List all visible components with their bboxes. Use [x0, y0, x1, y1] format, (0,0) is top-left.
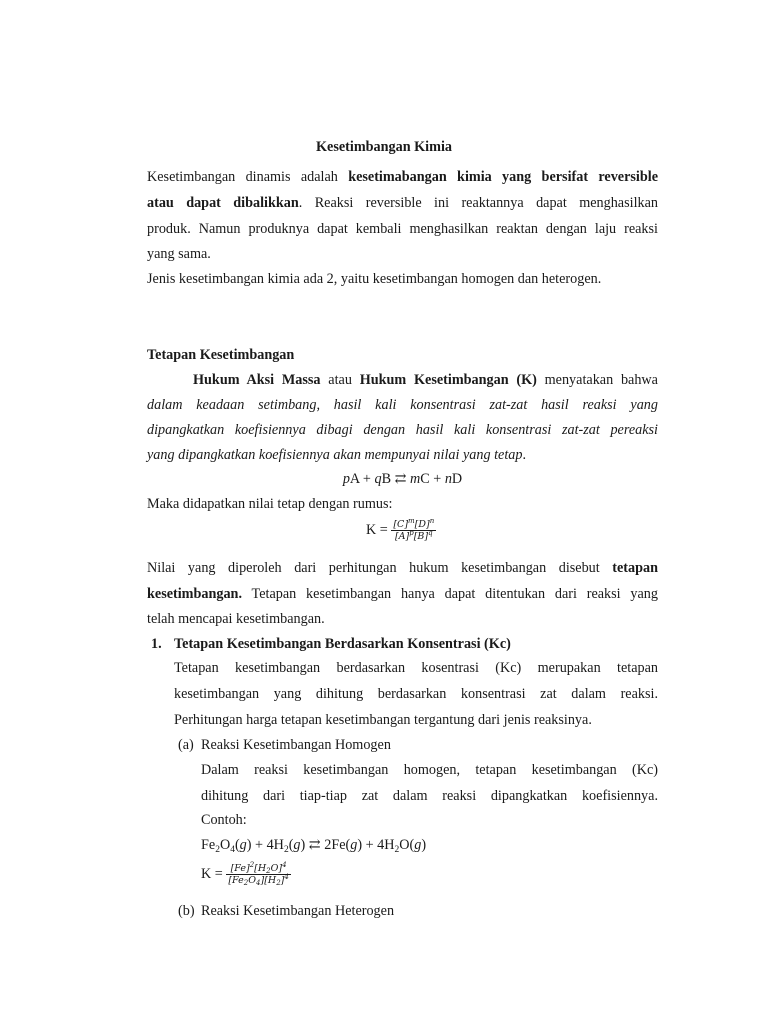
- section-heading-tetapan: Tetapan Kesetimbangan: [147, 347, 295, 363]
- nilai-line-3: telah mencapai kesetimbangan.: [147, 611, 325, 627]
- page-title: Kesetimbangan Kimia: [316, 139, 452, 155]
- bold-term: Hukum Aksi Massa: [193, 372, 321, 388]
- sub-a-line-1: Dalam reaksi kesetimbangan homogen, tetapan kesetimbangan (Kc): [201, 762, 658, 778]
- tetapan-line-1: [193, 371, 658, 389]
- nilai-line-2: [147, 585, 658, 603]
- section-1-line-2: kesetimbangan yang dihitung berdasarkan konsentrasi zat dalam reaksi.: [174, 686, 658, 702]
- intro-text: . Reaksi reversible ini reaktannya dapat menghasilkan: [298, 195, 658, 211]
- sub-a-label: (a): [178, 737, 194, 753]
- intro-bold-text: kesetimabangan kimia yang bersifat reversible: [348, 169, 658, 185]
- example-k-denominator: $[Fe_2O_4][H_2]^4$: [228, 873, 289, 888]
- tetapan-line-2: dalam keadaan setimbang, hasil kali konsentrasi zat-zat hasil reaksi yang: [147, 397, 658, 413]
- intro-text: Kesetimbangan dinamis adalah: [147, 169, 349, 185]
- tetapan-line-4: [147, 446, 526, 464]
- intro-line-4: yang sama.: [147, 246, 211, 262]
- sub-a-contoh: Contoh:: [201, 812, 247, 828]
- bold-term: tetapan: [612, 560, 658, 576]
- k-formula: [366, 518, 436, 542]
- tetapan-line-3: dipangkatkan koefisiennya dibagi dengan hasil kali konsentrasi zat-zat pereaksi: [147, 422, 658, 438]
- example-equation: $Fe_2O_4(g) + 4H_2(g)$ ⇄ $2Fe(g) + 4H_2O(g)$: [201, 837, 427, 855]
- intro-line-2: [147, 194, 658, 212]
- reaction-equation: pA + qB ⇄ mC + nD: [342, 471, 463, 487]
- intro-bold-text: atau dapat dibalikkan: [147, 195, 299, 211]
- section-1-number: 1.: [151, 636, 162, 652]
- nilai-line-1: [147, 559, 658, 577]
- intro-line-5: Jenis kesetimbangan kimia ada 2, yaitu kesetimbangan homogen dan heterogen.: [147, 271, 602, 287]
- k-label: K =: [366, 522, 388, 538]
- text: menyatakan bahwa: [536, 372, 658, 388]
- sub-b-label: (b): [178, 903, 195, 919]
- sub-a-title: Reaksi Kesetimbangan Homogen: [201, 737, 391, 753]
- text: atau: [320, 372, 360, 388]
- sub-a-line-2: dihitung dari tiap-tiap zat dalam reaksi dipangkatkan koefisiennya.: [201, 788, 658, 804]
- example-k-formula: [201, 862, 291, 886]
- example-k-numerator: $[Fe]^2[H_2O]^4$: [226, 863, 291, 875]
- k-numerator: $[C]^m[D]^n$: [393, 517, 435, 531]
- text: .: [522, 447, 527, 463]
- section-1-heading: Tetapan Kesetimbangan Berdasarkan Konsentrasi (Kc): [174, 636, 511, 652]
- bold-term: Hukum Kesetimbangan (K): [359, 372, 537, 388]
- section-1-line-1: Tetapan kesetimbangan berdasarkan kosentrasi (Kc) merupakan tetapan: [174, 660, 658, 676]
- k-denominator: $[A]^p[B]^q$: [394, 529, 433, 543]
- sub-b-title: Reaksi Kesetimbangan Heterogen: [201, 903, 395, 919]
- text: Nilai yang diperoleh dari perhitungan hukum kesetimbangan disebut: [147, 560, 613, 576]
- k-fraction: [391, 519, 436, 542]
- example-k-fraction: [226, 863, 291, 886]
- italic-text: yang dipangkatkan koefisiennya akan mempunyai nilai yang tetap: [147, 447, 523, 463]
- maka-line: Maka didapatkan nilai tetap dengan rumus:: [147, 496, 393, 512]
- section-1-line-3: Perhitungan harga tetapan kesetimbangan tergantung dari jenis reaksinya.: [174, 712, 592, 728]
- intro-line-3: produk. Namun produknya dapat kembali menghasilkan reaktan dengan laju reaksi: [147, 221, 658, 237]
- k-label: K =: [201, 866, 223, 882]
- intro-line-1: [147, 168, 658, 186]
- text: Tetapan kesetimbangan hanya dapat ditentukan dari reaksi yang: [242, 586, 658, 602]
- bold-term: kesetimbangan.: [147, 586, 242, 602]
